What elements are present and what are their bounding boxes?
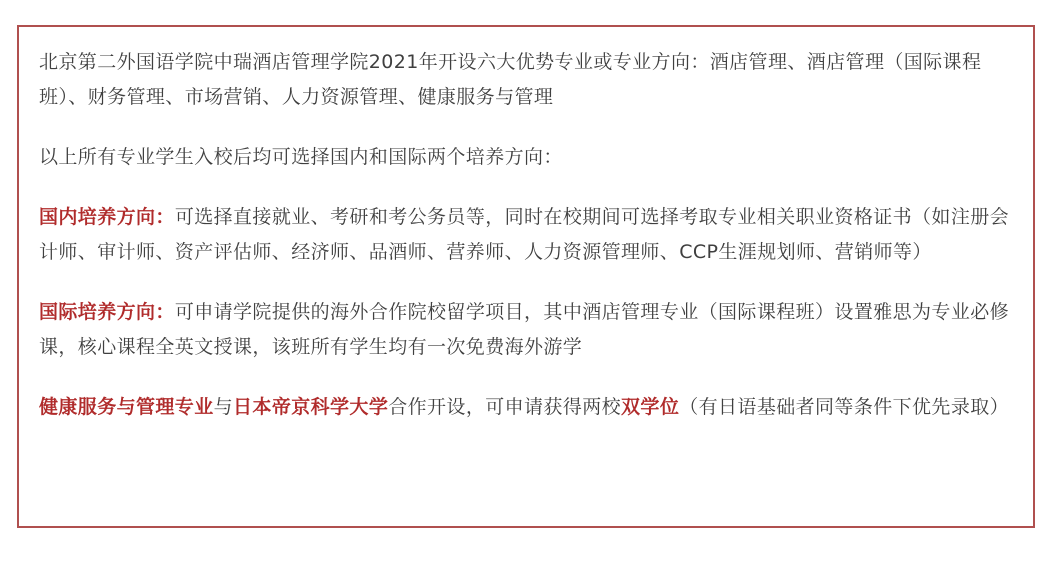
- body-text: 与: [213, 396, 234, 418]
- paragraph-international-track: [39, 295, 1013, 365]
- body-text: 北京第二外国语学院中瑞酒店管理学院2021年开设六大优势专业或专业方向：酒店管理、酒店管理（国际课程班）、财务管理、市场营销、人力资源管理、健康服务与管理: [39, 51, 982, 108]
- emphasis-text: 双学位: [621, 396, 680, 418]
- emphasis-text: 健康服务与管理专业: [39, 396, 214, 418]
- paragraph-domestic-track: [39, 200, 1013, 270]
- emphasis-text: 日本帝京科学大学: [233, 396, 389, 418]
- paragraph-note: [39, 140, 1013, 175]
- article-body: [39, 45, 1013, 425]
- emphasis-text: 国内培养方向：: [39, 206, 175, 228]
- body-text: （有日语基础者同等条件下优先录取）: [679, 396, 1010, 418]
- body-text: 可选择直接就业、考研和考公务员等，同时在校期间可选择考取专业相关职业资格证书（如注册会计师、审计师、资产评估师、经济师、品酒师、营养师、人力资源管理师、CCP生涯规划师、营销师等）: [39, 206, 1010, 263]
- paragraph-health-program: [39, 390, 1013, 425]
- emphasis-text: 国际培养方向：: [39, 301, 175, 323]
- body-text: 可申请学院提供的海外合作院校留学项目，其中酒店管理专业（国际课程班）设置雅思为专业必修课，核心课程全英文授课，该班所有学生均有一次免费海外游学: [39, 301, 1010, 358]
- paragraph-intro: [39, 45, 1013, 115]
- content-panel: [17, 25, 1035, 528]
- body-text: 以上所有专业学生入校后均可选择国内和国际两个培养方向：: [39, 146, 563, 168]
- body-text: 合作开设，可申请获得两校: [388, 396, 622, 418]
